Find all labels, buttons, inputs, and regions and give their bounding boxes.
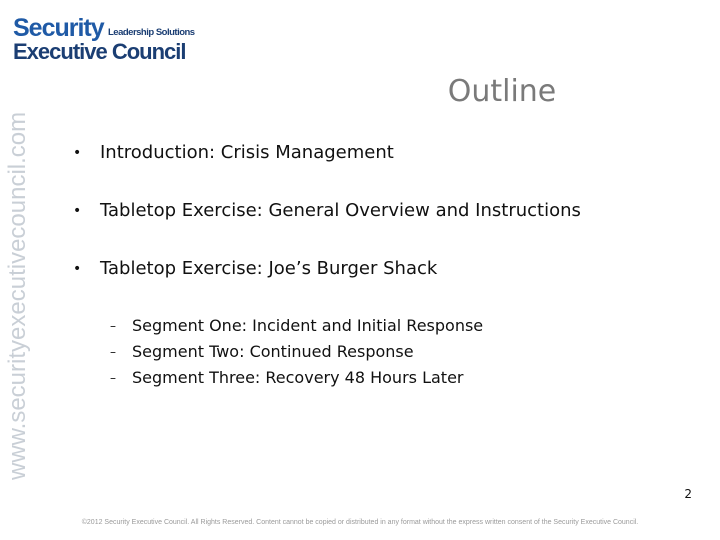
bullet-glyph: • [73,145,82,161]
sub-bullet-glyph: – [110,345,116,359]
bullet-glyph: • [73,261,82,277]
logo-tagline: Leadership Solutions [108,27,195,38]
logo-line-1: Security [13,14,104,42]
slide-title-row [0,72,712,112]
bullet-text: Tabletop Exercise: Joe’s Burger Shack [100,258,438,279]
bullet-text: Introduction: Crisis Management [100,142,394,163]
logo-line-2: Executive Council [13,39,186,64]
bullet-glyph: • [73,203,82,219]
sub-bullet-text: Segment Two: Continued Response [132,342,414,361]
company-logo [13,16,203,66]
slide-title: Outline [447,74,557,109]
copyright-footer: ©2012 Security Executive Council. All Rights Reserved. Content cannot be copied or distributed in any format without the express written consent of the Security Executive Council. [81,519,639,526]
sub-bullet-glyph: – [110,371,116,385]
page-number: 2 [684,487,692,501]
vertical-watermark-url: www.securityexecutivecouncil.com [4,111,31,480]
sub-bullet-text: Segment One: Incident and Initial Response [132,316,484,335]
sub-bullet-glyph: – [110,319,116,333]
bullet-text: Tabletop Exercise: General Overview and Instructions [100,200,581,221]
sub-bullet-text: Segment Three: Recovery 48 Hours Later [132,368,464,387]
